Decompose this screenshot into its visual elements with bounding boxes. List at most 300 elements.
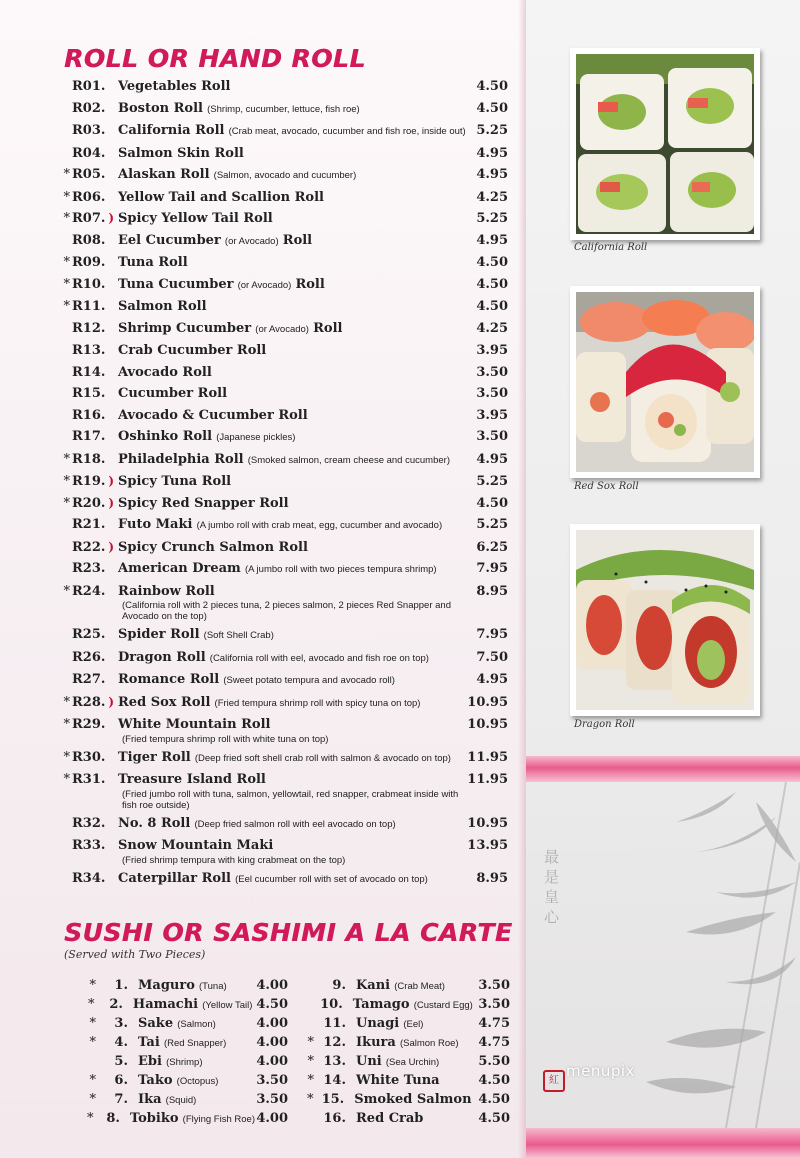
popular-star: * bbox=[63, 451, 70, 467]
item-name: Spicy Tuna Roll bbox=[118, 474, 232, 489]
sushi-name: Ikura bbox=[356, 1035, 396, 1050]
item-code bbox=[70, 210, 118, 228]
item-code bbox=[70, 473, 118, 491]
item-code bbox=[70, 407, 118, 425]
item-code bbox=[70, 649, 118, 667]
item-code bbox=[70, 298, 118, 316]
menu-item-row bbox=[56, 254, 508, 272]
item-code bbox=[70, 428, 118, 446]
popular-star: * bbox=[63, 211, 70, 226]
item-price: 4.95 bbox=[476, 232, 508, 248]
popular-star: * bbox=[63, 299, 70, 314]
item-code-text: R02. bbox=[72, 100, 106, 116]
sushi-code: 14. bbox=[323, 1073, 346, 1088]
sushi-code: 15. bbox=[321, 1092, 345, 1107]
menu-item-row bbox=[56, 815, 508, 834]
popular-star: * bbox=[63, 717, 70, 732]
calligraphy-column: 最 bbox=[544, 848, 560, 866]
item-description: (Deep fried salmon roll with eel avocado on top) bbox=[194, 818, 396, 830]
sushi-price: 4.75 bbox=[478, 1035, 510, 1050]
popular-star: * bbox=[63, 495, 70, 511]
sushi-price: 3.50 bbox=[256, 1092, 288, 1107]
popular-star: * bbox=[63, 772, 70, 787]
item-price: 3.50 bbox=[476, 386, 508, 401]
item-name: Cucumber Roll bbox=[118, 386, 228, 401]
item-description: (A jumbo roll with two pieces tempura shrimp) bbox=[244, 564, 437, 575]
item-name: Snow Mountain Maki bbox=[118, 838, 274, 853]
menu-item-row bbox=[56, 78, 508, 96]
item-price: 4.95 bbox=[476, 167, 508, 182]
menu-item-row bbox=[56, 870, 508, 889]
sushi-section-subtitle: (Served with Two Pieces) bbox=[64, 948, 206, 961]
item-body bbox=[118, 78, 466, 96]
menu-item-row bbox=[56, 749, 508, 768]
item-code bbox=[70, 539, 118, 557]
item-code-text: R05. bbox=[72, 167, 106, 182]
item-description: (California roll with eel, avocado and fish roe on top) bbox=[209, 652, 429, 664]
sushi-item-row bbox=[300, 1071, 510, 1090]
item-code bbox=[70, 385, 118, 403]
sushi-description: (Salmon) bbox=[177, 1019, 216, 1030]
item-description-line: (Fried tempura shrimp roll with white tuna on top) bbox=[122, 733, 329, 745]
sushi-body bbox=[130, 1109, 255, 1129]
menu-item-row bbox=[56, 583, 508, 623]
item-body bbox=[118, 385, 466, 403]
menu-item-row bbox=[56, 276, 508, 295]
item-description: (Shrimp, cucumber, lettuce, fish roe) bbox=[207, 103, 360, 115]
item-body bbox=[118, 210, 466, 228]
menu-item-row bbox=[56, 626, 508, 645]
item-price: 4.50 bbox=[476, 495, 508, 511]
menu-item-row bbox=[56, 716, 508, 745]
item-code bbox=[70, 583, 118, 601]
item-body bbox=[118, 189, 466, 207]
item-code-text: R15. bbox=[72, 386, 106, 401]
item-description: (or Avocado) bbox=[237, 279, 292, 291]
menu-item-row bbox=[56, 232, 508, 251]
item-code bbox=[70, 145, 118, 163]
sushi-item-row bbox=[300, 1014, 510, 1033]
item-description-line: fish roe outside) bbox=[122, 799, 190, 811]
popular-star: * bbox=[306, 1092, 314, 1107]
sushi-code: 5. bbox=[114, 1054, 128, 1069]
item-code-text: R34. bbox=[72, 870, 106, 886]
item-body bbox=[118, 560, 466, 579]
item-price: 4.50 bbox=[476, 79, 508, 94]
item-body bbox=[118, 583, 466, 623]
photo-caption-1: California Roll bbox=[574, 242, 648, 253]
item-code bbox=[70, 516, 118, 534]
item-body bbox=[118, 771, 466, 811]
popular-star: * bbox=[307, 1073, 314, 1088]
item-code-text: R31. bbox=[72, 772, 106, 787]
sushi-name: Kani bbox=[356, 978, 391, 993]
item-code-text: R03. bbox=[72, 123, 106, 138]
item-price: 4.50 bbox=[476, 276, 508, 292]
item-body bbox=[118, 145, 466, 163]
item-price: 10.95 bbox=[467, 815, 508, 831]
sushi-code: 2. bbox=[109, 997, 123, 1012]
sushi-code: 11. bbox=[323, 1016, 346, 1031]
item-code bbox=[70, 495, 118, 513]
item-code-text: R21. bbox=[72, 517, 106, 532]
sushi-description: (Salmon Roe) bbox=[399, 1038, 459, 1049]
item-code bbox=[70, 78, 118, 96]
item-name: Treasure Island Roll bbox=[118, 772, 266, 787]
item-code bbox=[70, 749, 118, 767]
item-body bbox=[118, 364, 466, 382]
item-code bbox=[70, 451, 118, 469]
item-name: American Dream bbox=[118, 561, 241, 576]
item-code-text: R01. bbox=[72, 79, 106, 94]
popular-star: * bbox=[63, 255, 70, 270]
item-name: Dragon Roll bbox=[118, 649, 206, 665]
item-code bbox=[70, 320, 118, 338]
sushi-item-row bbox=[82, 1033, 288, 1052]
item-name: California Roll bbox=[118, 123, 225, 138]
sushi-code: 3. bbox=[114, 1016, 128, 1031]
sushi-item-row bbox=[82, 995, 288, 1014]
item-price: 10.95 bbox=[467, 717, 508, 732]
sushi-item-row bbox=[300, 1033, 510, 1052]
sushi-name: Ika bbox=[138, 1092, 162, 1107]
item-price: 7.95 bbox=[476, 561, 508, 576]
page-edge-shadow bbox=[518, 0, 526, 1158]
sushi-body bbox=[356, 1071, 470, 1090]
item-body bbox=[118, 837, 466, 866]
item-code bbox=[70, 671, 118, 689]
menu-item-row bbox=[56, 407, 508, 425]
menu-item-row bbox=[56, 671, 508, 690]
item-price: 5.25 bbox=[476, 517, 508, 532]
menu-item-row bbox=[56, 473, 508, 491]
rolls-list bbox=[56, 78, 508, 892]
item-price: 4.95 bbox=[476, 451, 508, 467]
item-code-text: R07. bbox=[72, 211, 106, 226]
item-name: Romance Roll bbox=[118, 672, 220, 687]
item-code-text: R22. bbox=[72, 539, 106, 555]
item-code bbox=[70, 166, 118, 184]
item-body bbox=[118, 516, 466, 535]
item-code bbox=[70, 254, 118, 272]
item-code-text: R09. bbox=[72, 255, 106, 270]
menu-item-row bbox=[56, 298, 508, 316]
spicy-chili-icon: ) bbox=[108, 694, 114, 709]
menu-item-row bbox=[56, 694, 508, 713]
item-body bbox=[118, 649, 466, 668]
item-price: 4.95 bbox=[476, 672, 508, 687]
item-body bbox=[118, 716, 466, 745]
sushi-code: 16. bbox=[323, 1111, 346, 1126]
sushi-body bbox=[356, 1109, 470, 1128]
sushi-item-row bbox=[300, 995, 510, 1014]
popular-star: * bbox=[63, 474, 70, 489]
item-body bbox=[118, 473, 466, 491]
item-price: 8.95 bbox=[476, 583, 508, 599]
item-description-line: Avocado on the top) bbox=[122, 611, 207, 622]
item-price: 5.25 bbox=[476, 211, 508, 226]
menu-item-row bbox=[56, 342, 508, 360]
sushi-item-row bbox=[82, 1052, 288, 1071]
sushi-item-row bbox=[300, 1090, 510, 1109]
popular-star: * bbox=[89, 1073, 96, 1088]
sushi-price: 4.50 bbox=[478, 1092, 510, 1107]
sushi-body bbox=[138, 1014, 248, 1034]
popular-star: * bbox=[89, 1092, 96, 1107]
menu-item-row bbox=[56, 189, 508, 207]
popular-star: * bbox=[63, 694, 70, 710]
photo-caption-3: Dragon Roll bbox=[574, 719, 635, 730]
sushi-code: 13. bbox=[323, 1054, 346, 1069]
sushi-description: (Octopus) bbox=[176, 1076, 219, 1087]
sushi-name: Maguro bbox=[138, 978, 195, 993]
menu-item-row bbox=[56, 560, 508, 579]
item-code-text: R24. bbox=[72, 583, 106, 599]
popular-star: * bbox=[87, 997, 95, 1012]
item-code-text: R13. bbox=[72, 343, 106, 358]
item-body bbox=[118, 870, 466, 889]
sushi-name: Smoked Salmon bbox=[354, 1092, 472, 1107]
item-code bbox=[70, 626, 118, 644]
item-description: (Smoked salmon, cream cheese and cucumber) bbox=[247, 454, 450, 466]
california-roll-photo bbox=[570, 48, 760, 240]
dragon-roll-image bbox=[576, 530, 754, 710]
item-price: 3.50 bbox=[476, 364, 508, 380]
sushi-description: (Custard Egg) bbox=[413, 1000, 473, 1011]
item-body bbox=[118, 122, 466, 141]
spicy-chili-icon: ) bbox=[108, 539, 114, 554]
popular-star: * bbox=[307, 1035, 314, 1050]
menu-item-row bbox=[56, 539, 508, 557]
item-price: 4.50 bbox=[476, 255, 508, 270]
item-code bbox=[70, 771, 118, 789]
watermark-text: menupix bbox=[566, 1062, 635, 1080]
sushi-name: Tai bbox=[138, 1035, 160, 1050]
sushi-name: Hamachi bbox=[132, 997, 199, 1012]
svg-text:是: 是 bbox=[544, 868, 560, 886]
item-code bbox=[70, 364, 118, 382]
sushi-item-row bbox=[82, 1071, 288, 1090]
sushi-code: 1. bbox=[114, 978, 128, 993]
sushi-name: Sake bbox=[138, 1016, 174, 1031]
red-sox-roll-photo bbox=[570, 286, 760, 478]
sushi-price: 4.00 bbox=[256, 1111, 288, 1126]
item-price: 5.25 bbox=[476, 474, 508, 489]
item-price: 10.95 bbox=[467, 694, 508, 710]
sushi-code: 7. bbox=[114, 1092, 128, 1107]
sushi-price: 4.75 bbox=[478, 1016, 510, 1031]
item-code-text: R12. bbox=[72, 320, 106, 336]
item-name: Tiger Roll bbox=[118, 749, 191, 765]
sushi-item-row bbox=[82, 1014, 288, 1033]
item-description: (Eel cucumber roll with set of avocado on top) bbox=[235, 873, 428, 885]
menu-item-row bbox=[56, 385, 508, 403]
item-price: 3.50 bbox=[476, 429, 508, 444]
item-code-text: R11. bbox=[72, 299, 106, 314]
sushi-price: 5.50 bbox=[478, 1054, 510, 1069]
spicy-chili-icon: ) bbox=[108, 495, 114, 510]
item-price: 4.25 bbox=[476, 189, 508, 205]
item-price: 4.95 bbox=[476, 145, 508, 161]
item-body bbox=[118, 407, 466, 425]
item-name-suffix: Roll bbox=[295, 276, 325, 292]
pink-band-bottom bbox=[526, 1128, 800, 1158]
item-name: Futo Maki bbox=[118, 517, 193, 532]
popular-star: * bbox=[89, 1035, 96, 1050]
item-description: (Soft Shell Crab) bbox=[203, 630, 274, 641]
item-body bbox=[118, 320, 466, 339]
item-body bbox=[118, 539, 466, 557]
sushi-name: White Tuna bbox=[356, 1073, 440, 1088]
sushi-item-row bbox=[300, 1052, 510, 1071]
item-description: (Salmon, avocado and cucumber) bbox=[213, 170, 357, 181]
svg-text:心: 心 bbox=[544, 908, 560, 926]
item-description: (Japanese pickles) bbox=[216, 432, 296, 443]
red-seal-icon: 紅 bbox=[543, 1070, 565, 1092]
item-name: Caterpillar Roll bbox=[118, 870, 231, 886]
item-code-text: R08. bbox=[72, 232, 106, 248]
item-price: 13.95 bbox=[467, 838, 508, 853]
item-body bbox=[118, 749, 466, 768]
item-body bbox=[118, 166, 466, 185]
item-name: Avocado Roll bbox=[118, 364, 212, 380]
item-code-text: R23. bbox=[72, 561, 106, 576]
item-code bbox=[70, 189, 118, 207]
sushi-code: 8. bbox=[106, 1111, 120, 1126]
item-name: Spider Roll bbox=[118, 627, 200, 642]
popular-star: * bbox=[63, 276, 70, 292]
item-code-text: R10. bbox=[72, 276, 106, 292]
item-price: 8.95 bbox=[476, 870, 508, 886]
menu-item-row bbox=[56, 210, 508, 228]
item-price: 4.25 bbox=[476, 320, 508, 336]
sushi-price: 4.00 bbox=[256, 1016, 288, 1031]
item-body bbox=[118, 298, 466, 316]
sushi-body bbox=[138, 976, 248, 996]
sushi-price: 4.00 bbox=[256, 1054, 288, 1069]
item-description: (A jumbo roll with crab meat, egg, cucumber and avocado) bbox=[196, 520, 443, 531]
item-code-text: R16. bbox=[72, 407, 106, 423]
menu-item-row bbox=[56, 837, 508, 866]
menu-item-row bbox=[56, 166, 508, 185]
item-code-text: R25. bbox=[72, 627, 106, 642]
menu-item-row bbox=[56, 320, 508, 339]
sushi-description: (Eel) bbox=[403, 1019, 424, 1030]
item-price: 5.25 bbox=[476, 123, 508, 138]
item-body bbox=[118, 276, 466, 295]
item-name: Rainbow Roll bbox=[118, 583, 215, 599]
sushi-price: 4.00 bbox=[256, 978, 288, 993]
item-description: (Sweet potato tempura and avocado roll) bbox=[223, 675, 395, 686]
item-code-text: R06. bbox=[72, 189, 106, 205]
sushi-body bbox=[356, 1033, 470, 1053]
item-description-line: (Fried jumbo roll with tuna, salmon, yellowtail, red snapper, crabmeat inside with bbox=[122, 788, 459, 800]
item-description-line: (California roll with 2 pieces tuna, 2 pieces salmon, 2 pieces Red Snapper and bbox=[122, 600, 451, 611]
menu-item-row bbox=[56, 428, 508, 447]
sushi-body bbox=[138, 1071, 248, 1091]
item-description-line: (Fried shrimp tempura with king crabmeat on the top) bbox=[122, 854, 346, 866]
popular-star: * bbox=[63, 583, 70, 599]
sushi-body bbox=[356, 976, 470, 996]
item-name: Spicy Crunch Salmon Roll bbox=[118, 539, 308, 555]
item-name: Crab Cucumber Roll bbox=[118, 343, 267, 358]
sushi-name: Tako bbox=[138, 1073, 173, 1088]
item-code bbox=[70, 560, 118, 578]
item-name: Oshinko Roll bbox=[118, 429, 213, 444]
popular-star: * bbox=[307, 1054, 314, 1069]
menu-item-row bbox=[56, 649, 508, 668]
sushi-name: Tobiko bbox=[129, 1111, 179, 1126]
item-name: Red Sox Roll bbox=[118, 694, 211, 710]
item-code-text: R20. bbox=[72, 495, 106, 511]
popular-star: * bbox=[63, 749, 70, 765]
item-price: 11.95 bbox=[467, 772, 508, 787]
sushi-name: Tamago bbox=[352, 997, 410, 1012]
item-price: 7.95 bbox=[476, 627, 508, 642]
item-name: Boston Roll bbox=[118, 100, 203, 116]
sushi-price: 3.50 bbox=[256, 1073, 288, 1088]
menu-item-row bbox=[56, 495, 508, 513]
california-roll-image bbox=[576, 54, 754, 234]
item-name: Philadelphia Roll bbox=[118, 451, 244, 467]
item-name-suffix: Roll bbox=[282, 232, 313, 248]
sushi-name: Unagi bbox=[356, 1016, 400, 1031]
sushi-item-row bbox=[82, 1090, 288, 1109]
sushi-description: (Sea Urchin) bbox=[385, 1057, 440, 1068]
item-body bbox=[118, 342, 466, 360]
menu-item-row bbox=[56, 451, 508, 470]
sushi-name: Ebi bbox=[138, 1054, 162, 1069]
sushi-description: (Shrimp) bbox=[166, 1057, 203, 1068]
item-code-text: R19. bbox=[72, 474, 106, 489]
item-code bbox=[70, 122, 118, 140]
menu-item-row bbox=[56, 516, 508, 535]
rolls-section-title: ROLL OR HAND ROLL bbox=[64, 44, 366, 73]
menu-item-row bbox=[56, 122, 508, 141]
item-description: (Fried tempura shrimp roll with spicy tuna on top) bbox=[214, 697, 421, 709]
sushi-description: (Red Snapper) bbox=[163, 1038, 227, 1049]
item-name: No. 8 Roll bbox=[118, 815, 191, 831]
item-code bbox=[70, 276, 118, 294]
item-name-suffix: Roll bbox=[313, 320, 343, 336]
sushi-code: 4. bbox=[114, 1035, 128, 1050]
item-code-text: R33. bbox=[72, 838, 106, 853]
sushi-price: 3.50 bbox=[478, 978, 510, 993]
item-price: 4.50 bbox=[476, 299, 508, 314]
menu-item-row bbox=[56, 145, 508, 163]
item-description: (or Avocado) bbox=[255, 323, 309, 335]
sushi-body bbox=[353, 995, 473, 1015]
item-name: Salmon Roll bbox=[118, 299, 207, 314]
item-description: (Deep fried soft shell crab roll with salmon & avocado on top) bbox=[194, 752, 451, 764]
item-code-text: R14. bbox=[72, 364, 106, 380]
item-body bbox=[118, 694, 466, 713]
sushi-description: (Tuna) bbox=[199, 981, 227, 992]
item-price: 3.95 bbox=[476, 407, 508, 423]
menu-item-row bbox=[56, 100, 508, 119]
item-code-text: R32. bbox=[72, 815, 106, 831]
sushi-price: 4.00 bbox=[256, 1035, 288, 1050]
sushi-price: 3.50 bbox=[478, 997, 510, 1012]
item-description: (or Avocado) bbox=[224, 235, 279, 247]
item-name: Spicy Yellow Tail Roll bbox=[118, 211, 273, 226]
item-code bbox=[70, 342, 118, 360]
svg-text:皇: 皇 bbox=[544, 888, 560, 906]
item-code-text: R27. bbox=[72, 672, 106, 687]
item-price: 6.25 bbox=[476, 539, 508, 555]
item-name: Alaskan Roll bbox=[118, 167, 210, 182]
sushi-list-right bbox=[300, 976, 510, 1128]
